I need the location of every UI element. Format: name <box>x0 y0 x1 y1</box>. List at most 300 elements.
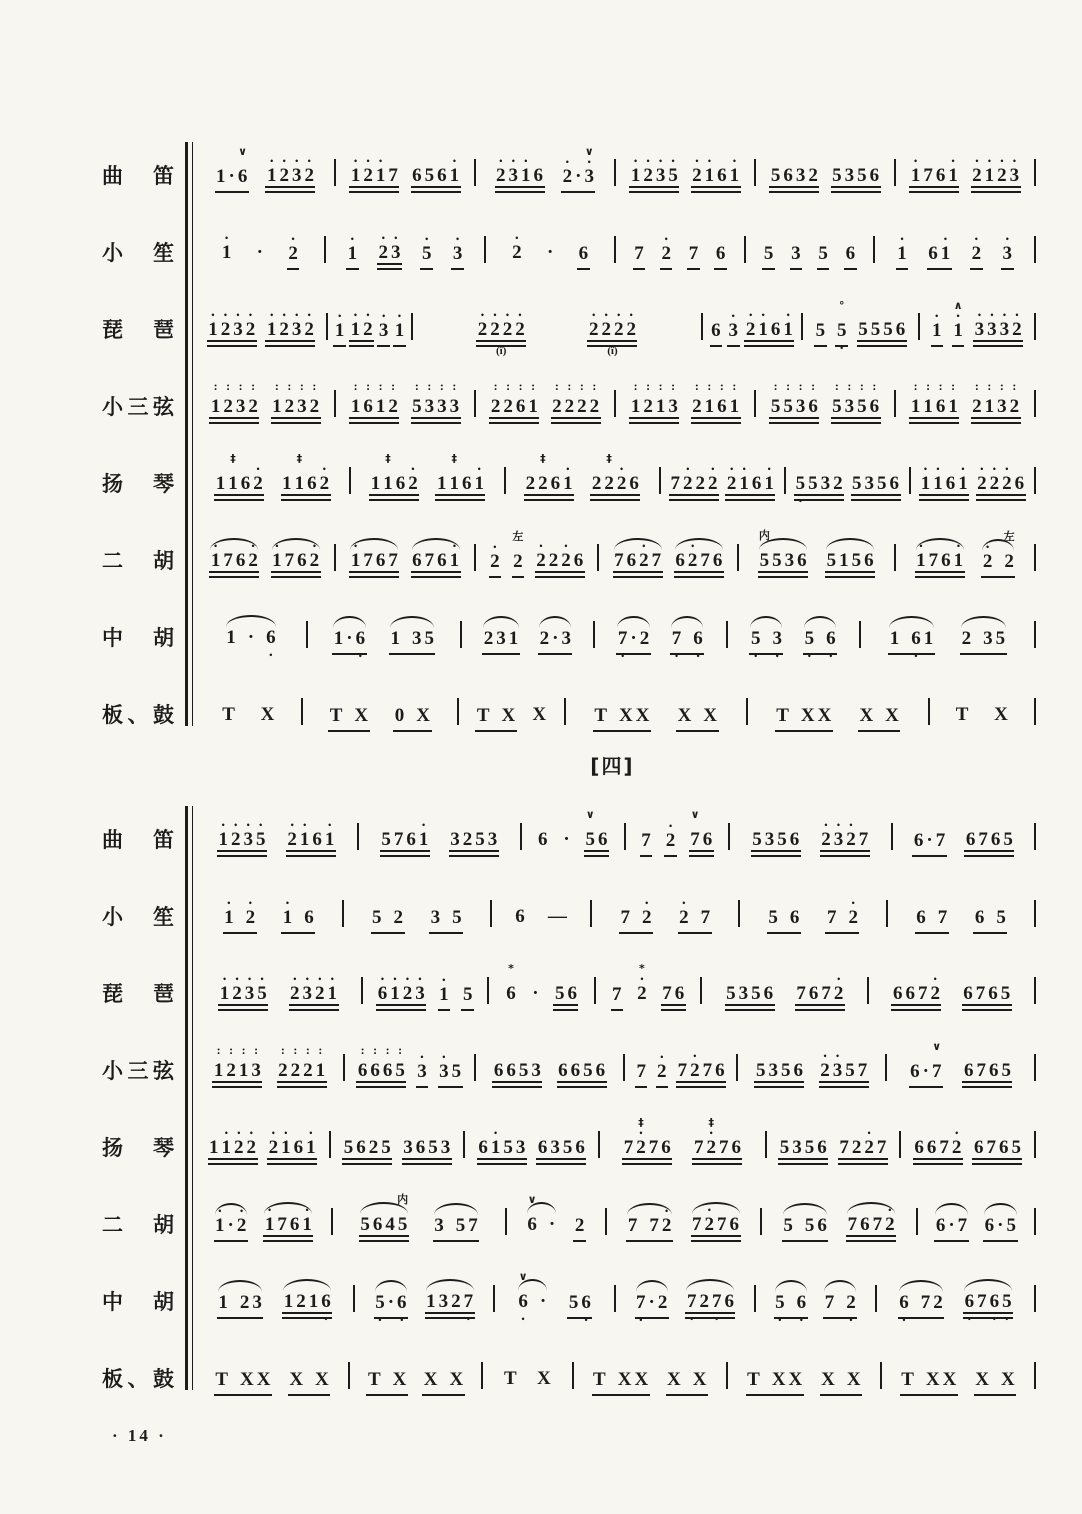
octave-dot-above: • <box>642 541 646 551</box>
note-group <box>831 166 881 193</box>
system-start-barline <box>185 806 193 1390</box>
note-char: 1 • <box>347 234 358 264</box>
octave-dot-below: • <box>378 1315 382 1325</box>
note-char: 2 : <box>972 379 982 417</box>
note-gap <box>986 908 995 927</box>
octave-dot-above: • <box>900 234 904 244</box>
note-group <box>477 1128 527 1165</box>
score-row <box>100 790 1036 867</box>
note-char: 2 : <box>309 379 320 417</box>
note-char: 2 <box>548 550 559 571</box>
note-char: 6 • <box>964 1291 975 1324</box>
octave-dot-above: • <box>290 820 294 830</box>
note-group <box>825 898 859 934</box>
note-group <box>584 808 609 857</box>
note-char: 7 <box>923 165 933 186</box>
octave-dot-above: • <box>270 310 274 320</box>
tremolo-dots-above: : <box>213 379 218 393</box>
note-group <box>577 244 590 270</box>
note-char: 2 <box>451 1291 461 1312</box>
note-char: 6 <box>356 1137 366 1158</box>
note-group <box>782 1216 829 1242</box>
note-char: 7 <box>651 550 662 571</box>
note-gap <box>639 1216 648 1235</box>
note-group <box>774 1292 808 1325</box>
note-char: 3 • <box>302 974 313 1004</box>
instrument-label <box>100 984 188 1021</box>
note-char: 1 • <box>449 541 460 571</box>
note-char: 1 • <box>282 898 293 928</box>
measure <box>901 1128 1034 1165</box>
note-char: 2 <box>591 473 602 494</box>
score-row <box>100 665 1036 742</box>
octave-dot-below: • <box>521 1314 525 1324</box>
note-char: X <box>537 1368 551 1389</box>
score-system <box>100 126 1036 742</box>
note-char: 5 <box>870 319 881 340</box>
octave-dot-above: • <box>305 974 309 984</box>
note-char: 3 <box>434 1215 444 1236</box>
note-group <box>207 310 257 347</box>
note-char: · <box>948 1215 955 1236</box>
score-row <box>100 203 1036 280</box>
note-char: · <box>552 628 559 649</box>
measure <box>893 830 1034 857</box>
note-group <box>919 464 969 501</box>
note-gap <box>237 628 246 647</box>
octave-dot-above: • <box>851 898 855 908</box>
octave-dot-above: • <box>604 310 608 320</box>
note-group <box>489 379 539 424</box>
note-char: 2 • <box>704 1205 715 1235</box>
note-group <box>587 310 637 357</box>
octave-dot-above: • <box>1012 156 1016 166</box>
instrument-label-char: 小 <box>102 1059 123 1083</box>
row-music <box>188 698 1036 742</box>
octave-dot-below: • <box>696 651 700 661</box>
barline <box>1034 1131 1036 1158</box>
tremolo-dots-above: : <box>872 379 877 393</box>
note-char: T <box>776 705 789 726</box>
note-char: 7 <box>821 983 831 1004</box>
score-row <box>100 434 1036 511</box>
octave-dot-above: • <box>249 1128 253 1138</box>
note-char: 5 <box>818 243 828 264</box>
octave-dot-above: • <box>943 234 948 244</box>
tremolo-dots-above: : <box>926 379 931 393</box>
note-group <box>590 452 640 501</box>
note-char: 6 • <box>377 974 388 1004</box>
note-char: 5 : <box>770 379 781 417</box>
section-marker-row <box>188 742 1082 790</box>
measure <box>196 1043 343 1088</box>
note-group <box>790 244 803 270</box>
note-group <box>794 473 844 506</box>
measure <box>616 379 754 424</box>
row-music <box>188 529 1036 588</box>
section-marker: [四] <box>590 754 635 778</box>
octave-dot-above: • <box>285 898 290 908</box>
note-char: X <box>392 1369 407 1390</box>
score-row <box>100 944 1036 1021</box>
tremolo-dots-above: : <box>658 379 663 393</box>
note-char: 6 <box>990 829 1001 850</box>
note-char: 1 <box>923 628 934 649</box>
measure <box>756 379 894 424</box>
note-group <box>225 627 277 660</box>
measure <box>483 1369 572 1396</box>
note-char: 5 <box>763 243 774 264</box>
note-char: 1 <box>215 473 226 494</box>
note-char: 5 <box>381 1137 391 1158</box>
note-group <box>208 1128 258 1165</box>
measure <box>336 541 474 578</box>
note-char: 1 • <box>758 310 768 340</box>
note-char: X <box>634 1369 649 1390</box>
barline <box>1034 159 1036 186</box>
octave-dot-above: • <box>709 1128 713 1138</box>
instrument-label-char: 胡 <box>153 1213 174 1237</box>
octave-dot-above: • <box>240 1206 244 1216</box>
note-char: 1 • <box>219 974 230 1004</box>
barline <box>1034 544 1036 571</box>
note-char: 1 • <box>704 156 715 186</box>
note-gap <box>305 1370 314 1389</box>
note-group <box>282 1291 332 1324</box>
octave-dot-above: • <box>565 157 569 167</box>
tremolo-dots-above: : <box>312 379 317 393</box>
note-group <box>817 244 830 270</box>
note-char: 1 • <box>266 310 277 340</box>
note-group <box>691 156 741 193</box>
note-char: T <box>476 705 490 726</box>
note-char: 6 <box>597 829 608 850</box>
octave-dot-above: • <box>275 541 279 551</box>
note-char: 6 • <box>693 628 703 661</box>
note-char: 7 <box>847 1214 858 1235</box>
measure <box>738 1051 885 1088</box>
tremolo-dots-above: : <box>452 379 457 393</box>
note-char: 3 <box>791 243 801 264</box>
octave-dot-above: • <box>225 233 229 243</box>
measure <box>728 628 859 661</box>
tremolo-dots-above: : <box>414 379 419 393</box>
note-char: 6 <box>910 1061 920 1082</box>
row-music <box>188 1193 1036 1252</box>
tremolo-dots-above: : <box>398 1043 403 1057</box>
note-group <box>221 705 237 732</box>
note-char: 7 <box>977 1291 987 1312</box>
note-group <box>505 962 518 1011</box>
note-char: 6 <box>711 320 721 341</box>
note-char: 1 : <box>984 379 995 417</box>
note-char: 6 <box>963 983 973 1004</box>
barline <box>1034 900 1036 927</box>
octave-dot-above: • <box>1002 310 1006 320</box>
note-char: 3 <box>768 1060 778 1081</box>
note-char: 5 <box>815 320 826 341</box>
note-char: 6 <box>478 1137 488 1158</box>
octave-dot-below: • <box>715 1314 719 1324</box>
note-char: 1 : <box>923 379 933 417</box>
note-char: 2 • <box>982 542 993 572</box>
octave-dot-above: • <box>307 156 311 166</box>
note-char: 6 <box>437 550 447 571</box>
octave-dot-above: • <box>248 310 253 320</box>
note-group <box>218 974 268 1011</box>
note-char: 2 • <box>378 233 389 263</box>
note-char: 3 • <box>439 1052 449 1082</box>
ornament-mark: ‡ <box>708 1116 714 1129</box>
note-char: 6 : <box>357 1043 368 1081</box>
note-char: 7 <box>677 1060 688 1081</box>
note-group <box>475 706 516 732</box>
measure <box>196 705 301 732</box>
tremolo-dots-above: : <box>732 379 737 393</box>
note-char: 7 <box>935 830 946 851</box>
note-group <box>209 541 259 578</box>
note-group <box>974 1370 1016 1396</box>
note-group <box>666 1370 708 1396</box>
note-group <box>710 321 723 347</box>
note-char: 3 <box>450 829 460 850</box>
instrument-label-char: 小 <box>102 241 123 265</box>
note-char: · <box>548 1214 556 1235</box>
note-char: 3 • <box>508 156 519 186</box>
octave-dot-above: • <box>282 156 286 166</box>
note-group <box>281 452 331 501</box>
note-group <box>328 706 369 732</box>
note-char: 6 <box>860 1214 870 1235</box>
note-char: 6 <box>793 1060 803 1081</box>
note-char: 6 <box>869 165 880 186</box>
instrument-label-char: 笛 <box>153 164 174 188</box>
octave-dot-above: • <box>307 310 311 320</box>
octave-dot-above: • <box>248 898 252 908</box>
note-char: X <box>677 705 692 726</box>
note-char: 6 <box>945 473 956 494</box>
note-char: 1 • <box>948 156 958 186</box>
octave-dot-above: • <box>222 974 227 984</box>
instrument-label <box>100 907 188 944</box>
note-group <box>557 1061 607 1088</box>
note-char: X <box>859 705 874 726</box>
note-gap <box>794 1216 803 1235</box>
note-char: 1 • <box>783 310 793 340</box>
note-group <box>342 1138 392 1165</box>
note-char: 6 <box>817 1137 827 1158</box>
note-group <box>838 1128 888 1165</box>
note-char: 2 • <box>846 820 856 850</box>
octave-dot-above: • <box>494 1128 498 1138</box>
note-group <box>435 452 485 501</box>
note-char: 5 : <box>857 379 867 417</box>
tremolo-dots-above: : <box>694 379 699 393</box>
tremolo-dots-above: : <box>567 379 572 393</box>
note-char: 6 • <box>899 1292 909 1325</box>
note-group <box>416 1052 429 1088</box>
tremolo-dots-above: : <box>554 379 559 393</box>
instrument-label <box>100 1292 188 1329</box>
note-group <box>749 628 783 661</box>
instrument-label-char: 中 <box>102 626 123 650</box>
note-group <box>482 629 520 655</box>
note-group <box>374 1292 408 1325</box>
octave-dot-above: • <box>235 974 239 984</box>
octave-dot-above: • <box>397 311 402 321</box>
note-char: 1 • <box>299 820 310 850</box>
measure <box>196 1128 329 1165</box>
tremolo-dots-above: : <box>506 379 511 393</box>
octave-dot-above: • <box>707 156 711 166</box>
ornament-mark: ‡ <box>296 452 303 465</box>
octave-dot-above: • <box>218 1206 222 1216</box>
note-char: 7 <box>718 1137 729 1158</box>
note-group <box>502 1369 518 1396</box>
note-char: 6 <box>515 906 525 927</box>
note-gap <box>973 629 982 648</box>
note-gap <box>682 1370 691 1389</box>
barline <box>1034 823 1036 850</box>
note-char: 1 • <box>563 464 573 494</box>
note-char: 2 • <box>971 234 982 264</box>
note-char: 1 • <box>218 820 228 850</box>
note-char: 5 • <box>1002 1291 1012 1324</box>
note-char: 3 • <box>1002 234 1013 264</box>
note-char: 2 • <box>846 1292 856 1325</box>
octave-dot-above: • <box>260 974 264 984</box>
note-char: 6 <box>506 1060 516 1081</box>
note-group <box>476 310 526 357</box>
ornament-mark: ‡ <box>230 452 236 465</box>
note-group <box>896 234 909 270</box>
note-char: 6 • <box>911 628 921 661</box>
note-char: 2 <box>657 1292 668 1313</box>
tremolo-dots-above: : <box>360 1043 365 1057</box>
octave-dot-below: • <box>840 343 844 353</box>
note-char: 2 • <box>708 464 718 494</box>
note-char: 2 : <box>564 379 575 417</box>
note-char: 2 • <box>848 898 858 928</box>
instrument-label-char: 笛 <box>153 828 174 852</box>
note-char: 2 • <box>1012 310 1022 340</box>
ornament-mark: * <box>508 962 514 975</box>
note-char: 1 • <box>958 464 968 494</box>
ornament-mark: ∨ <box>584 145 594 158</box>
octave-dot-above: • <box>318 974 322 984</box>
note-char: 3 <box>440 1137 451 1158</box>
ornament-mark: 内 <box>397 1193 409 1206</box>
note-char: 1 • <box>897 234 907 264</box>
tremolo-dots-above: : <box>1012 379 1017 393</box>
note-char: 3 • <box>832 1051 843 1081</box>
note-char: 2 • <box>279 310 289 340</box>
note-char: 3 : <box>297 379 307 417</box>
note-char: 1 • <box>327 974 338 1004</box>
note-char: 3 : <box>795 379 806 417</box>
note-char: 6 <box>751 473 762 494</box>
note-gap <box>779 908 788 927</box>
note-char: 6 <box>988 983 998 1004</box>
note-char: 7 <box>928 550 939 571</box>
measure <box>345 1043 474 1088</box>
note-char: 2 • <box>820 1051 830 1081</box>
measure <box>616 1291 754 1325</box>
octave-dot-below: • <box>674 651 679 661</box>
note-char: 5 <box>804 1215 815 1236</box>
note-char: 1 • <box>729 156 740 186</box>
note-gap <box>690 908 699 927</box>
note-char: 5 <box>755 1060 766 1081</box>
measure <box>888 908 1034 934</box>
octave-dot-above: • <box>305 1205 309 1215</box>
note-group <box>831 379 881 424</box>
system-start-barline <box>185 142 193 726</box>
note-char: 5 <box>1001 1060 1011 1081</box>
note-char: 5 • <box>421 234 432 264</box>
note-char: 6 <box>570 1060 581 1081</box>
note-char: 7 <box>662 983 672 1004</box>
note-char: 1 • <box>418 820 429 850</box>
barline <box>1034 621 1036 648</box>
note-char: 3 <box>764 829 775 850</box>
note-char: 2 <box>833 473 843 494</box>
note-group <box>220 233 233 270</box>
note-group <box>411 541 461 578</box>
note-char: 6 <box>307 473 317 494</box>
note-char: 2 <box>695 473 706 494</box>
note-char: 2 : <box>490 379 501 417</box>
note-char: X <box>240 1369 254 1390</box>
note-char: 2 : <box>589 379 600 417</box>
measure <box>363 974 488 1011</box>
tremolo-dots-above: : <box>216 1043 221 1057</box>
note-char: 1 <box>370 473 381 494</box>
note-gap <box>235 908 244 927</box>
note-char: 5 <box>858 319 868 340</box>
note-char: 7 <box>957 1215 968 1236</box>
note-group <box>265 310 315 347</box>
measure <box>877 1291 1034 1325</box>
note-char: 1 • <box>920 464 931 494</box>
note-char: 3 • <box>378 311 389 341</box>
note-char: X <box>449 1369 464 1390</box>
note-char: 5 • ° <box>836 299 847 353</box>
octave-dot-above: • <box>452 156 456 166</box>
note-gap <box>836 1370 845 1389</box>
note-char: 2 • <box>363 156 373 186</box>
tremolo-dots-above: : <box>373 1043 378 1057</box>
octave-dot-above: • <box>923 464 928 474</box>
tremolo-dots-above: : <box>671 379 676 393</box>
measure <box>661 464 784 501</box>
note-char: 2 • <box>512 233 522 263</box>
note-char: 2 • <box>930 974 940 1004</box>
note-char: X <box>800 705 815 726</box>
note-char: 6 <box>928 243 938 264</box>
note-char: 1 : <box>704 379 715 417</box>
note-gap <box>910 1293 919 1312</box>
note-char: X <box>885 705 899 726</box>
page-number: · 14 · <box>112 1426 167 1445</box>
octave-dot-above: • <box>211 310 215 320</box>
note-group <box>215 145 249 193</box>
note-char: 5 • <box>375 1292 385 1325</box>
note-group <box>422 1370 464 1396</box>
note-char: 6 <box>783 165 793 186</box>
tremolo-dots-above: : <box>811 379 816 393</box>
note-char: 2 : <box>248 379 258 417</box>
